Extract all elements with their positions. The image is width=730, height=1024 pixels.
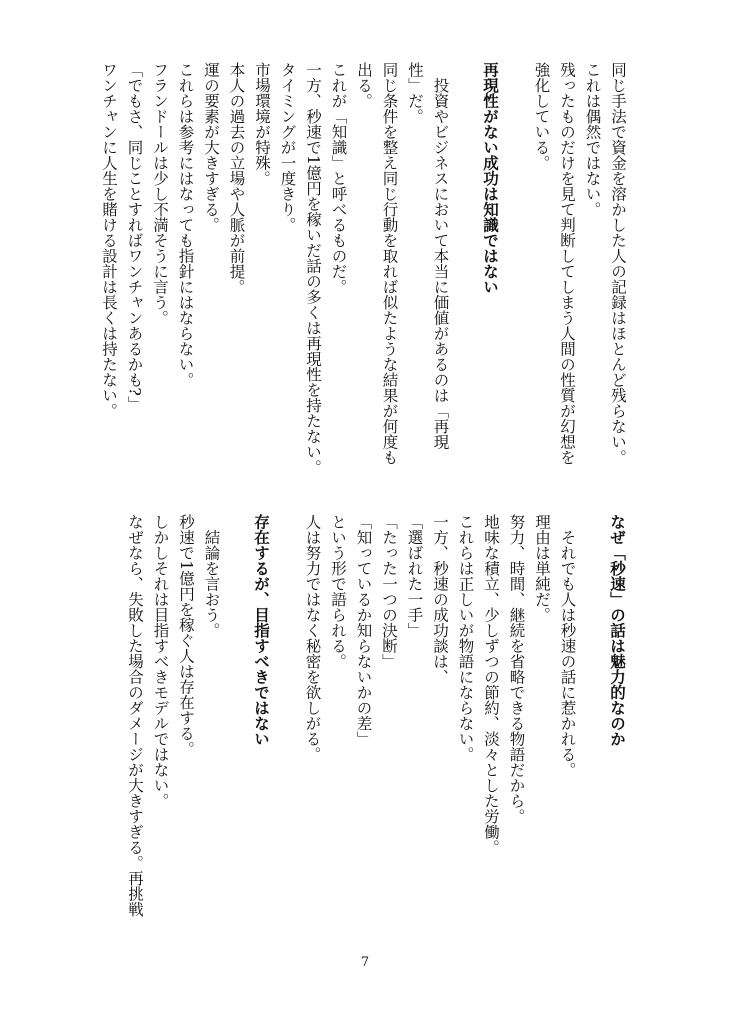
body-line: 運の要素が大きすぎる。 bbox=[202, 62, 220, 233]
intro-line: これは偶然ではない。 bbox=[583, 62, 602, 217]
body-line: 市場環境が特殊。 bbox=[253, 62, 271, 186]
intro-line: 残ったものだけを見て判断してしまう人間の性質が幻想を bbox=[558, 62, 576, 465]
body-line: 一方、秒速の成功談は、 bbox=[431, 514, 449, 685]
body-line: なぜなら、失敗した場合のダメージが大きすぎる。再挑戦 bbox=[126, 514, 144, 917]
body-line: 「でもさ、同じことすればワンチャンあるかも?」 bbox=[125, 62, 144, 412]
body-line: 秒速で1億円を稼ぐ人は存在する。 bbox=[177, 514, 195, 757]
paragraph-gap bbox=[580, 514, 605, 934]
intro-line: 強化している。 bbox=[532, 62, 551, 171]
body-line: 性」だ。 bbox=[406, 62, 424, 124]
body-line: フランドールは少し不満そうに言う。 bbox=[151, 62, 169, 326]
paragraph-gap bbox=[503, 62, 528, 492]
body-line: 人は努力ではなく秘密を欲しがる。 bbox=[303, 514, 322, 762]
body-line: 結論を言おう。 bbox=[202, 514, 221, 638]
body-line: これらは参考にはなっても指針にはならない。 bbox=[176, 62, 195, 388]
body-line: 一方、秒速で1億円を稼いだ話の多くは再現性を持たない。 bbox=[304, 62, 322, 475]
body-line: 「たった一つの決断」 bbox=[380, 514, 398, 669]
body-line: 「知っているか知らないかの差」 bbox=[354, 514, 373, 747]
body-line: しかしそれは目指すべきモデルではない。 bbox=[151, 514, 170, 809]
body-line: 同じ条件を整え同じ行動を取れば似たような結果が何度も bbox=[380, 62, 399, 465]
section-heading-why-speed: なぜ「秒速」の話は魅力的なのか bbox=[608, 514, 627, 747]
body-line: ワンチャンに人生を賭ける設計は長くは持たない。 bbox=[100, 62, 118, 419]
paragraph-gap bbox=[224, 514, 249, 934]
body-line: 出る。 bbox=[355, 62, 373, 109]
body-line: という形で語られる。 bbox=[329, 514, 347, 669]
body-line: これらは正しいが物語にならない。 bbox=[456, 514, 475, 762]
bottom-text-block bbox=[90, 514, 630, 934]
body-line: 投資やビジネスにおいて本当に価値があるのは「再現 bbox=[431, 62, 450, 450]
intro-line: 同じ手法で資金を溶かした人の記録はほとんど残らない。 bbox=[609, 62, 627, 465]
paragraph-gap bbox=[274, 514, 299, 934]
body-line: 本人の過去の立場や人脈が前提。 bbox=[227, 62, 246, 295]
paragraph-gap bbox=[453, 62, 478, 492]
body-line: 「選ばれた一手」 bbox=[405, 514, 424, 638]
body-line: 努力、時間、継続を省略できる物語だから。 bbox=[507, 514, 526, 824]
body-line: それでも人は秒速の話に惹かれる。 bbox=[558, 514, 577, 778]
body-line: これが「知識」と呼べるものだ。 bbox=[329, 62, 348, 295]
body-line: 理由は単純だ。 bbox=[533, 514, 551, 623]
body-line: 地味な積立、少しずつの節約、淡々とした労働。 bbox=[482, 514, 500, 855]
top-text-block bbox=[90, 62, 630, 492]
section-heading-reproducibility: 再現性がない成功は知識ではない bbox=[481, 62, 500, 295]
section-heading-exists-but: 存在するが、目指すべきではない bbox=[252, 514, 271, 747]
page-number: 7 bbox=[360, 955, 370, 970]
body-line: タイミングが一度きり。 bbox=[278, 62, 297, 233]
